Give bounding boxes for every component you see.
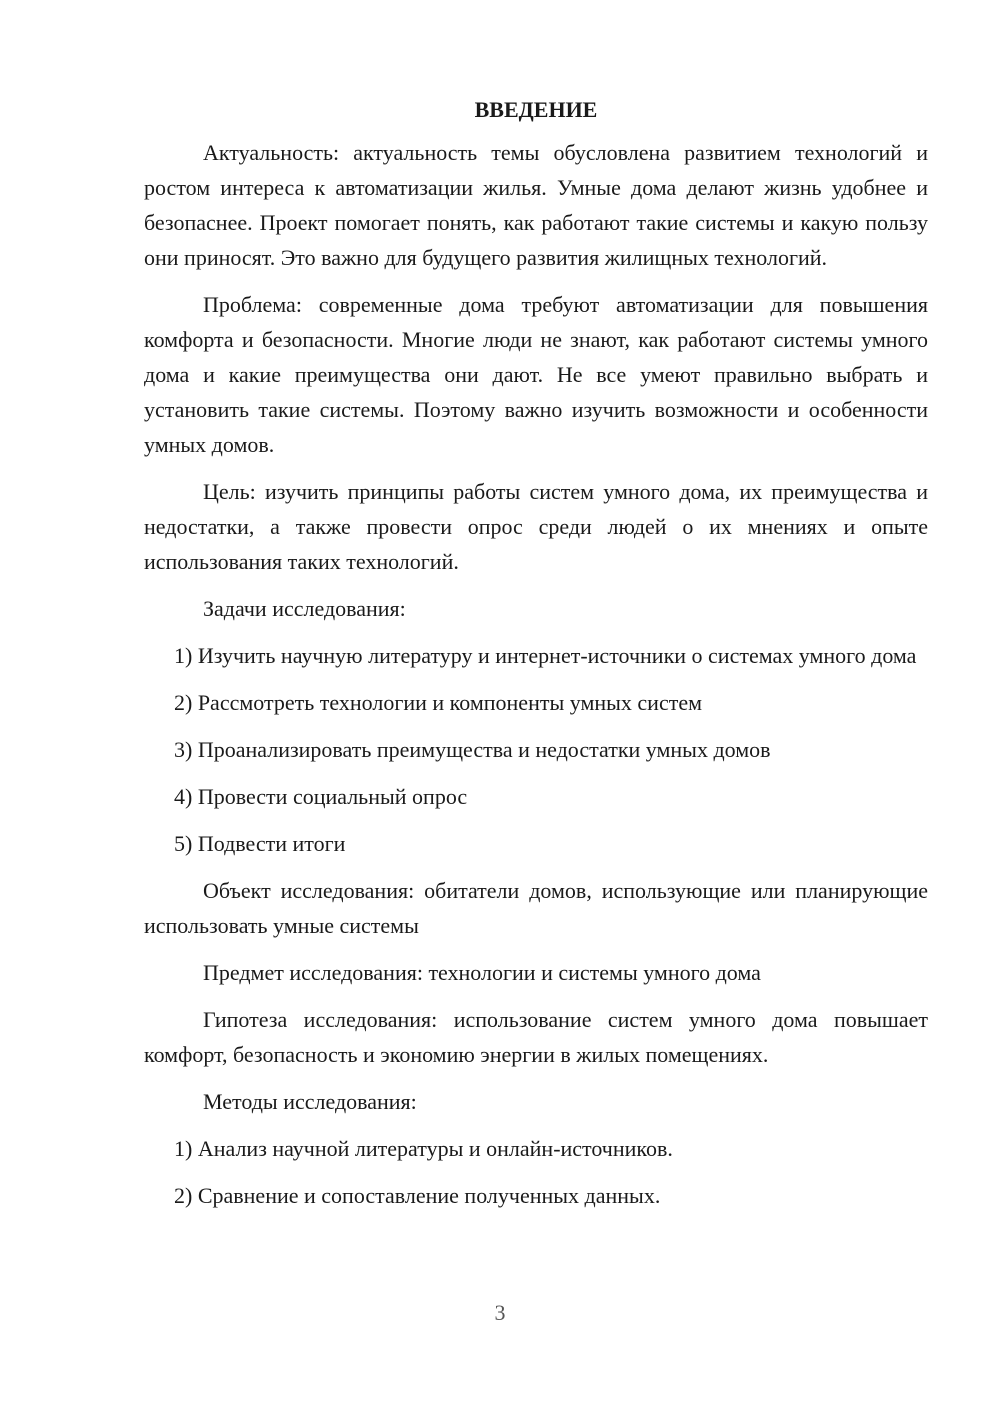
problem-paragraph: Проблема: современные дома требуют автоматизации для повышения комфорта и безопасности. Многие люди не знают, как работают системы умного дома и какие преимущества они дают. Не все умеют правильно выбрать и установить такие системы. Поэтому важно изучить возможности и особенности умных домов. bbox=[144, 292, 928, 457]
tasks-heading: Задачи исследования: bbox=[203, 596, 406, 621]
method-item: 1) Анализ научной литературы и онлайн-источников. bbox=[174, 1136, 673, 1161]
task-item: 2) Рассмотреть технологии и компоненты умных систем bbox=[174, 690, 703, 715]
hypothesis-paragraph: Гипотеза исследования: использование систем умного дома повышает комфорт, безопасность и экономию энергии в жилых помещениях. bbox=[144, 1007, 928, 1067]
methods-heading: Методы исследования: bbox=[203, 1089, 417, 1114]
method-item: 2) Сравнение и сопоставление полученных данных. bbox=[174, 1183, 661, 1208]
task-item: 1) Изучить научную литературу и интернет-источники о системах умного дома bbox=[174, 643, 917, 668]
task-item: 5) Подвести итоги bbox=[174, 831, 346, 856]
page-title: ВВЕДЕНИЕ bbox=[474, 97, 598, 122]
page-number: 3 bbox=[494, 1300, 506, 1325]
object-paragraph: Объект исследования: обитатели домов, использующие или планирующие использовать умные системы bbox=[144, 878, 928, 938]
task-item: 3) Проанализировать преимущества и недостатки умных домов bbox=[174, 737, 771, 762]
subject-paragraph: Предмет исследования: технологии и системы умного дома bbox=[203, 960, 761, 985]
relevance-paragraph: Актуальность: актуальность темы обусловлена развитием технологий и ростом интереса к автоматизации жилья. Умные дома делают жизнь удобнее и безопаснее. Проект помогает понять, как работают такие системы и какую пользу они приносят. Это важно для будущего развития жилищных технологий. bbox=[144, 140, 928, 270]
document-page bbox=[144, 92, 928, 1225]
task-item: 4) Провести социальный опрос bbox=[174, 784, 468, 809]
goal-paragraph: Цель: изучить принципы работы систем умного дома, их преимущества и недостатки, а также провести опрос среди людей о их мнениях и опыте использования таких технологий. bbox=[144, 479, 928, 574]
